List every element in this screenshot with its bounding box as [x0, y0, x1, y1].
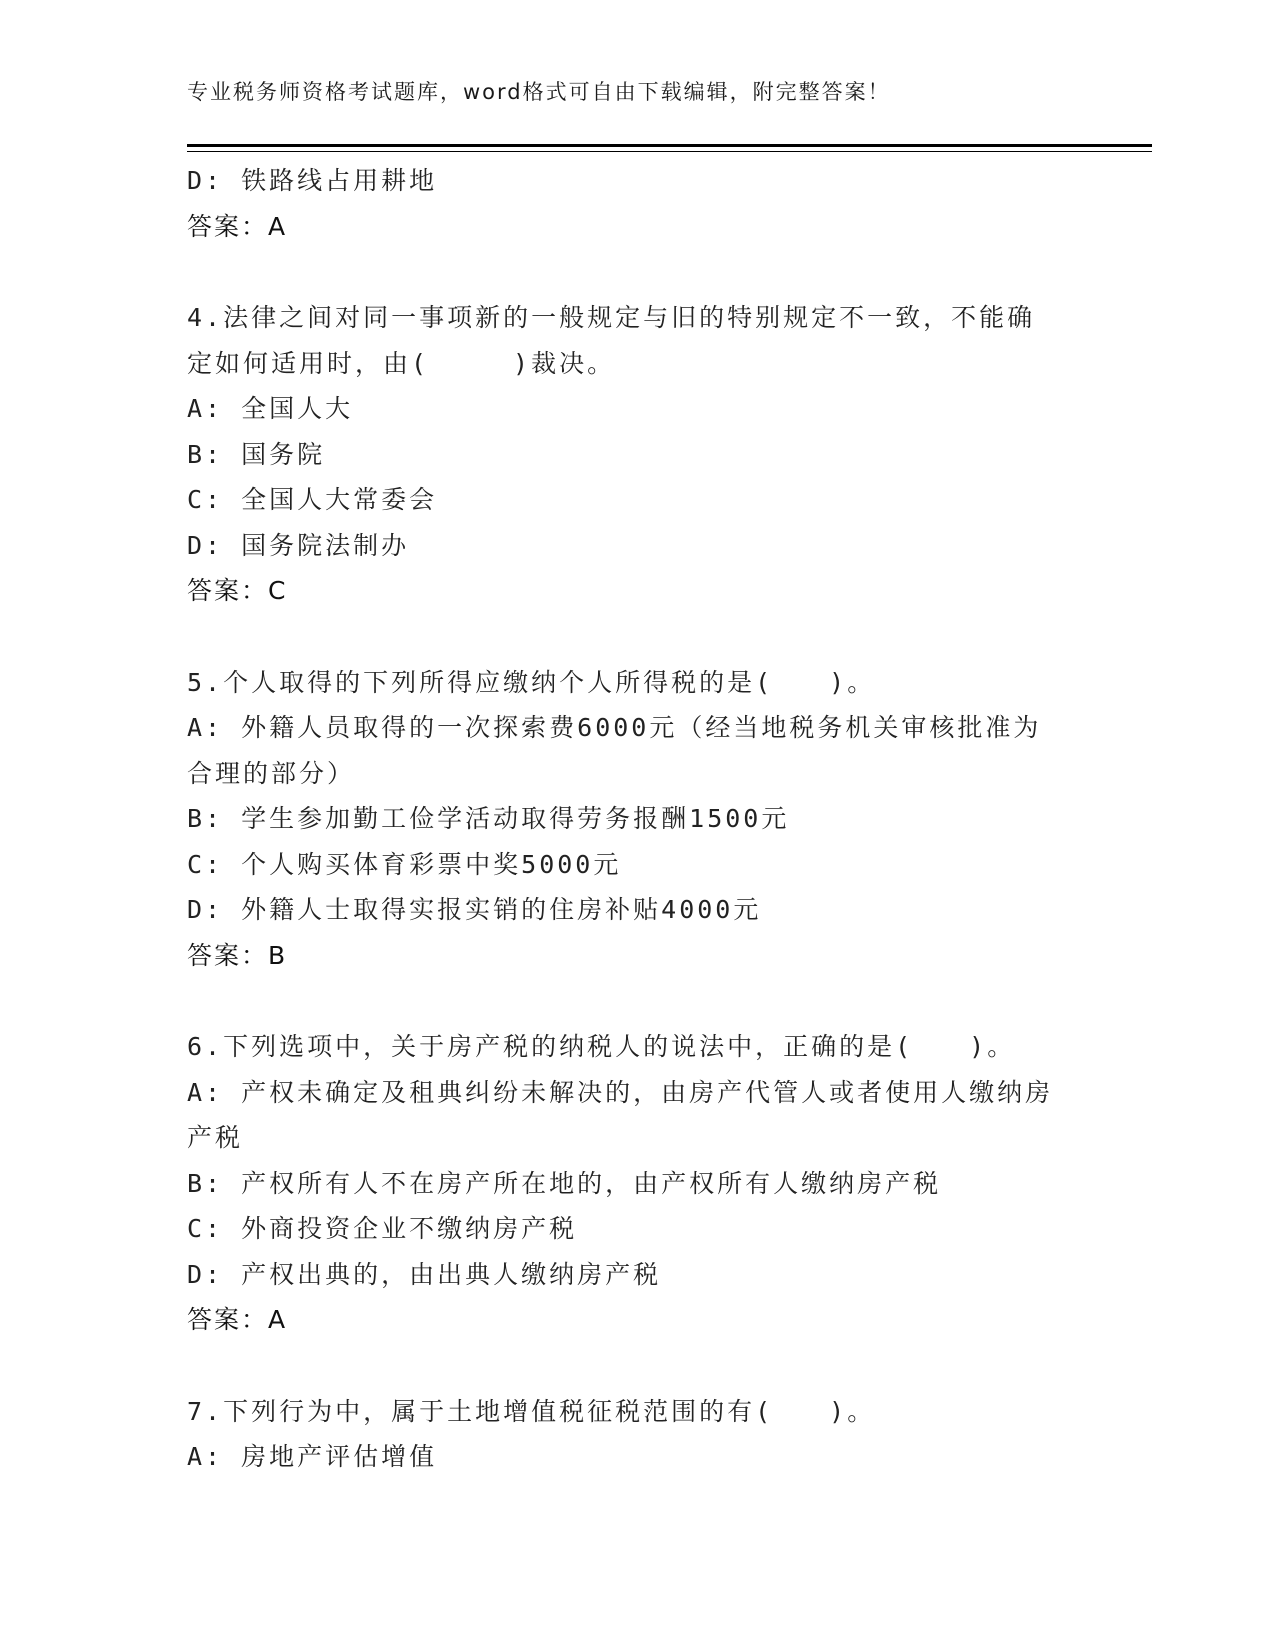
spacer: [187, 249, 1087, 295]
spacer: [187, 1343, 1087, 1389]
question-stem: 定如何适用时，由( )裁决。: [187, 348, 616, 378]
page-header: 专业税务师资格考试题库，word格式可自由下载编辑，附完整答案！: [187, 80, 891, 104]
answer-line: 答案：A: [187, 1305, 288, 1334]
option-c: C: 全国人大常委会: [187, 485, 438, 514]
question-stem: 6.下列选项中，关于房产税的纳税人的说法中，正确的是( )。: [187, 1032, 1016, 1061]
question-7: [187, 1389, 1087, 1480]
question-stem: 5.个人取得的下列所得应缴纳个人所得税的是( )。: [187, 667, 876, 697]
option-b: B: 产权所有人不在房产所在地的，由产权所有人缴纳房产税: [187, 1168, 942, 1198]
option-a: A: 外籍人员取得的一次探索费6000元（经当地税务机关审核批准为: [187, 713, 1042, 742]
document-body: [187, 158, 1087, 1480]
option-a-continued: 产税: [187, 1123, 244, 1152]
spacer: [187, 614, 1087, 660]
question-5: [187, 660, 1087, 979]
option-c: C: 外商投资企业不缴纳房产税: [187, 1214, 578, 1243]
question-4: [187, 295, 1087, 614]
option-d: D: 产权出典的，由出典人缴纳房产税: [187, 1259, 662, 1289]
option-b: B: 学生参加勤工俭学活动取得劳务报酬1500元: [187, 804, 790, 833]
option-d: D: 外籍人士取得实报实销的住房补贴4000元: [187, 895, 762, 924]
question-6: [187, 1024, 1087, 1343]
option-a: A: 产权未确定及租典纠纷未解决的，由房产代管人或者使用人缴纳房: [187, 1077, 1054, 1107]
option-a: A: 全国人大: [187, 394, 354, 423]
option-a: A: 房地产评估增值: [187, 1442, 438, 1471]
option-d: D: 铁路线占用耕地: [187, 166, 438, 195]
option-a-continued: 合理的部分）: [187, 758, 356, 788]
header-rule-thick: [187, 144, 1152, 147]
question-stem: 7.下列行为中，属于土地增值税征税范围的有( )。: [187, 1396, 876, 1426]
option-c: C: 个人购买体育彩票中奖5000元: [187, 849, 622, 879]
header-rule-thin: [187, 151, 1152, 152]
answer-line: 答案：B: [187, 940, 288, 970]
answer-line: 答案：A: [187, 211, 288, 241]
option-b: B: 国务院: [187, 439, 326, 469]
question-stem: 4.法律之间对同一事项新的一般规定与旧的特别规定不一致，不能确: [187, 303, 1036, 332]
spacer: [187, 978, 1087, 1024]
answer-line: 答案：C: [187, 576, 288, 605]
option-d: D: 国务院法制办: [187, 530, 410, 560]
